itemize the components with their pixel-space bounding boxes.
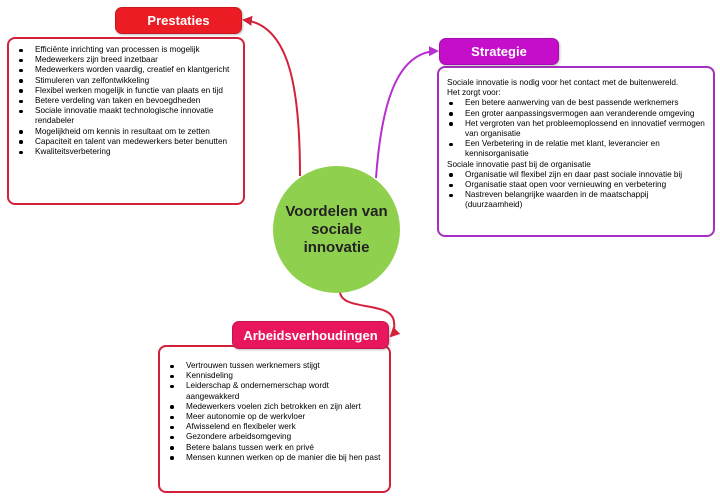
- central-topic: Voordelen van sociale innovatie: [273, 166, 400, 293]
- arbeidsverhoudingen-item: Meer autonomie op de werkvloer: [168, 412, 381, 422]
- arbeidsverhoudingen-item: Gezondere arbeidsomgeving: [168, 432, 381, 442]
- strategie-item: Een Verbetering in de relatie met klant, leverancier en kennisorganisatie: [447, 139, 705, 159]
- strategie-intro: Het zorgt voor:: [447, 88, 501, 98]
- prestaties-item: Medewerkers zijn breed inzetbaar: [17, 55, 235, 65]
- prestaties-item: Kwaliteitsverbetering: [17, 147, 235, 157]
- prestaties-item: Medewerkers worden vaardig, creatief en klantgericht: [17, 65, 235, 75]
- strategie-item: Nastreven belangrijke waarden in de maatschappij (duurzaamheid): [447, 190, 705, 210]
- strategie-list-2: [447, 170, 705, 211]
- arbeidsverhoudingen-box: [158, 345, 391, 493]
- arbeidsverhoudingen-item: Afwisselend en flexibeler werk: [168, 422, 381, 432]
- arbeidsverhoudingen-header: Arbeidsverhoudingen: [232, 321, 389, 349]
- prestaties-item: Flexibel werken mogelijk in functie van plaats en tijd: [17, 86, 235, 96]
- strategie-item: Een groter aanpassingsvermogen aan veranderende omgeving: [447, 109, 705, 119]
- arbeidsverhoudingen-item: Leiderschap & ondernemerschap wordt aangewakkerd: [168, 381, 381, 401]
- prestaties-box: [7, 37, 245, 205]
- prestaties-item: Betere verdeling van taken en bevoegdheden: [17, 96, 235, 106]
- strategie-item: Organisatie wil flexibel zijn en daar past sociale innovatie bij: [447, 170, 705, 180]
- prestaties-list: [17, 45, 235, 157]
- strategie-list: [447, 160, 705, 170]
- strategie-item: Een betere aanwerving van de best passende werknemers: [447, 98, 705, 108]
- arbeidsverhoudingen-item: Vertrouwen tussen werknemers stijgt: [168, 361, 381, 371]
- strategie-list-1: [447, 98, 705, 159]
- prestaties-item: Mogelijkheid om kennis in resultaat om te zetten: [17, 127, 235, 137]
- arbeidsverhoudingen-item: Medewerkers voelen zich betrokken en zijn alert: [168, 402, 381, 412]
- strategie-header: Strategie: [439, 38, 559, 65]
- arbeidsverhoudingen-list: [168, 361, 381, 463]
- strategie-item: Het vergroten van het probleemoplossend en innovatief vermogen van organisatie: [447, 119, 705, 139]
- strategie-item: Organisatie staat open voor vernieuwing en verbetering: [447, 180, 705, 190]
- prestaties-item: Stimuleren van zelfontwikkeling: [17, 76, 235, 86]
- strategie-box: [437, 66, 715, 237]
- arbeidsverhoudingen-item: Mensen kunnen werken op de manier die bij hen past: [168, 453, 381, 463]
- strategie-intro: Sociale innovatie past bij de organisatie: [447, 159, 591, 169]
- strategie-list: [447, 78, 705, 98]
- arbeidsverhoudingen-item: Betere balans tussen werk en privé: [168, 443, 381, 453]
- connector-prestaties: [244, 20, 300, 176]
- connector-strategie: [376, 51, 437, 178]
- prestaties-item: Capaciteit en talent van medewerkers beter benutten: [17, 137, 235, 147]
- arbeidsverhoudingen-item: Kennisdeling: [168, 371, 381, 381]
- prestaties-item: Sociale innovatie maakt technologische innovatie rendabeler: [17, 106, 235, 126]
- strategie-intro: Sociale innovatie is nodig voor het contact met de buitenwereld.: [447, 78, 679, 87]
- prestaties-header: Prestaties: [115, 7, 242, 34]
- prestaties-item: Efficiënte inrichting van processen is mogelijk: [17, 45, 235, 55]
